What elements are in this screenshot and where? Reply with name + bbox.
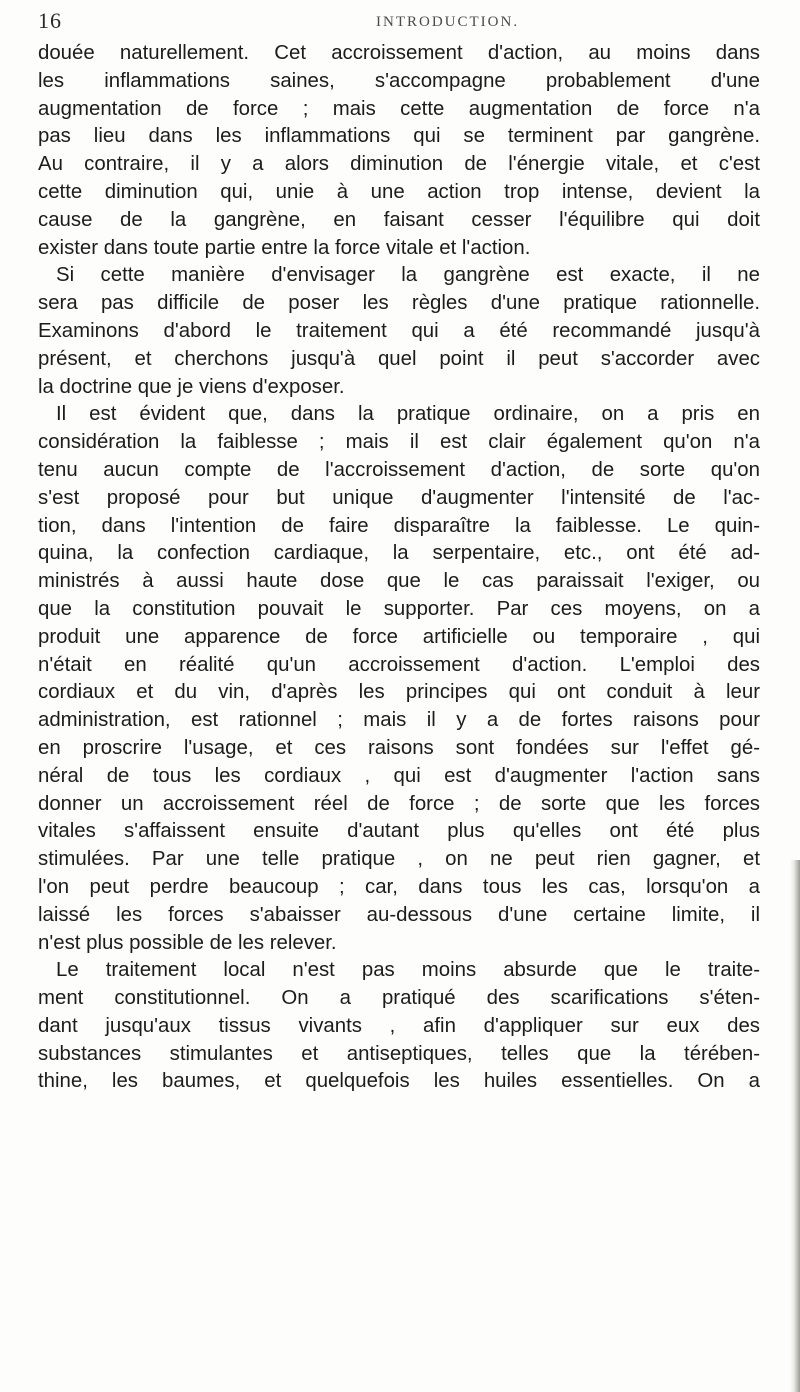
text-line: cette diminution qui, unie à une action trop intense, devient la xyxy=(38,180,760,203)
text-line: l'on peut perdre beaucoup ; car, dans tous les cas, lorsqu'on a xyxy=(38,875,760,898)
text-line: vitales s'affaissent ensuite d'autant plus qu'elles ont été plus xyxy=(38,820,760,843)
text-line: néral de tous les cordiaux , qui est d'augmenter l'action sans xyxy=(38,764,760,787)
text-line: Si cette manière d'envisager la gangrène est exacte, il ne xyxy=(56,264,760,287)
text-line: Il est évident que, dans la pratique ordinaire, on a pris en xyxy=(56,403,760,426)
text-line: présent, et cherchons jusqu'à quel point il peut s'accorder avec xyxy=(38,347,760,370)
text-line: Examinons d'abord le traitement qui a été recommandé jusqu'à xyxy=(38,319,760,342)
page-edge-shadow xyxy=(790,860,800,1392)
text-line: thine, les baumes, et quelquefois les huiles essentielles. On a xyxy=(38,1070,760,1093)
text-line: que la constitution pouvait le supporter. Par ces moyens, on a xyxy=(38,597,760,620)
text-line: les inflammations saines, s'accompagne probablement d'une xyxy=(38,69,760,92)
paragraph xyxy=(38,957,760,1096)
page-number: 16 xyxy=(38,8,62,33)
paragraph xyxy=(38,262,760,401)
paragraph xyxy=(38,40,760,262)
text-line: augmentation de force ; mais cette augmentation de force n'a xyxy=(38,97,760,120)
text-line: exister dans toute partie entre la force vitale et l'action. xyxy=(38,236,531,259)
text-line: laissé les forces s'abaisser au-dessous d'une certaine limite, il xyxy=(38,903,760,926)
text-line: ministrés à aussi haute dose que le cas paraissait l'exiger, ou xyxy=(38,570,760,593)
text-line: dant jusqu'aux tissus vivants , afin d'appliquer sur eux des xyxy=(38,1014,760,1037)
text-line: tion, dans l'intention de faire disparaître la faiblesse. Le quin- xyxy=(38,514,760,537)
text-line: ment constitutionnel. On a pratiqué des scarifications s'éten- xyxy=(38,987,760,1010)
text-line: substances stimulantes et antiseptiques, telles que la térében- xyxy=(38,1042,760,1065)
text-line: la doctrine que je viens d'exposer. xyxy=(38,375,345,398)
text-line: n'était en réalité qu'un accroissement d'action. L'emploi des xyxy=(38,653,760,676)
text-line: quina, la confection cardiaque, la serpentaire, etc., ont été ad- xyxy=(38,542,760,565)
text-line: s'est proposé pour but unique d'augmenter l'intensité de l'ac- xyxy=(38,486,760,509)
paragraph xyxy=(38,401,760,957)
text-line: douée naturellement. Cet accroissement d'action, au moins dans xyxy=(38,42,760,64)
text-line: stimulées. Par une telle pratique , on ne peut rien gagner, et xyxy=(38,848,760,871)
text-line: n'est plus possible de les relever. xyxy=(38,931,337,954)
running-head: INTRODUCTION. xyxy=(376,14,520,30)
text-line: donner un accroissement réel de force ; de sorte que les forces xyxy=(38,792,760,815)
text-line: tenu aucun compte de l'accroissement d'action, de sorte qu'on xyxy=(38,458,760,481)
body-text xyxy=(38,40,760,1096)
text-line: produit une apparence de force artificielle ou temporaire , qui xyxy=(38,625,760,648)
text-line: considération la faiblesse ; mais il est clair également qu'on n'a xyxy=(38,431,760,454)
text-line: Au contraire, il y a alors diminution de l'énergie vitale, et c'est xyxy=(38,153,760,176)
text-line: en proscrire l'usage, et ces raisons sont fondées sur l'effet gé- xyxy=(38,736,760,759)
page-header xyxy=(38,8,758,38)
text-line: cordiaux et du vin, d'après les principes qui ont conduit à leur xyxy=(38,681,760,704)
text-line: administration, est rationnel ; mais il y a de fortes raisons pour xyxy=(38,709,760,732)
text-line: Le traitement local n'est pas moins absurde que le traite- xyxy=(56,959,760,982)
text-line: sera pas difficile de poser les règles d'une pratique rationnelle. xyxy=(38,292,760,315)
text-line: cause de la gangrène, en faisant cesser l'équilibre qui doit xyxy=(38,208,760,231)
text-line: pas lieu dans les inflammations qui se terminent par gangrène. xyxy=(38,125,760,148)
